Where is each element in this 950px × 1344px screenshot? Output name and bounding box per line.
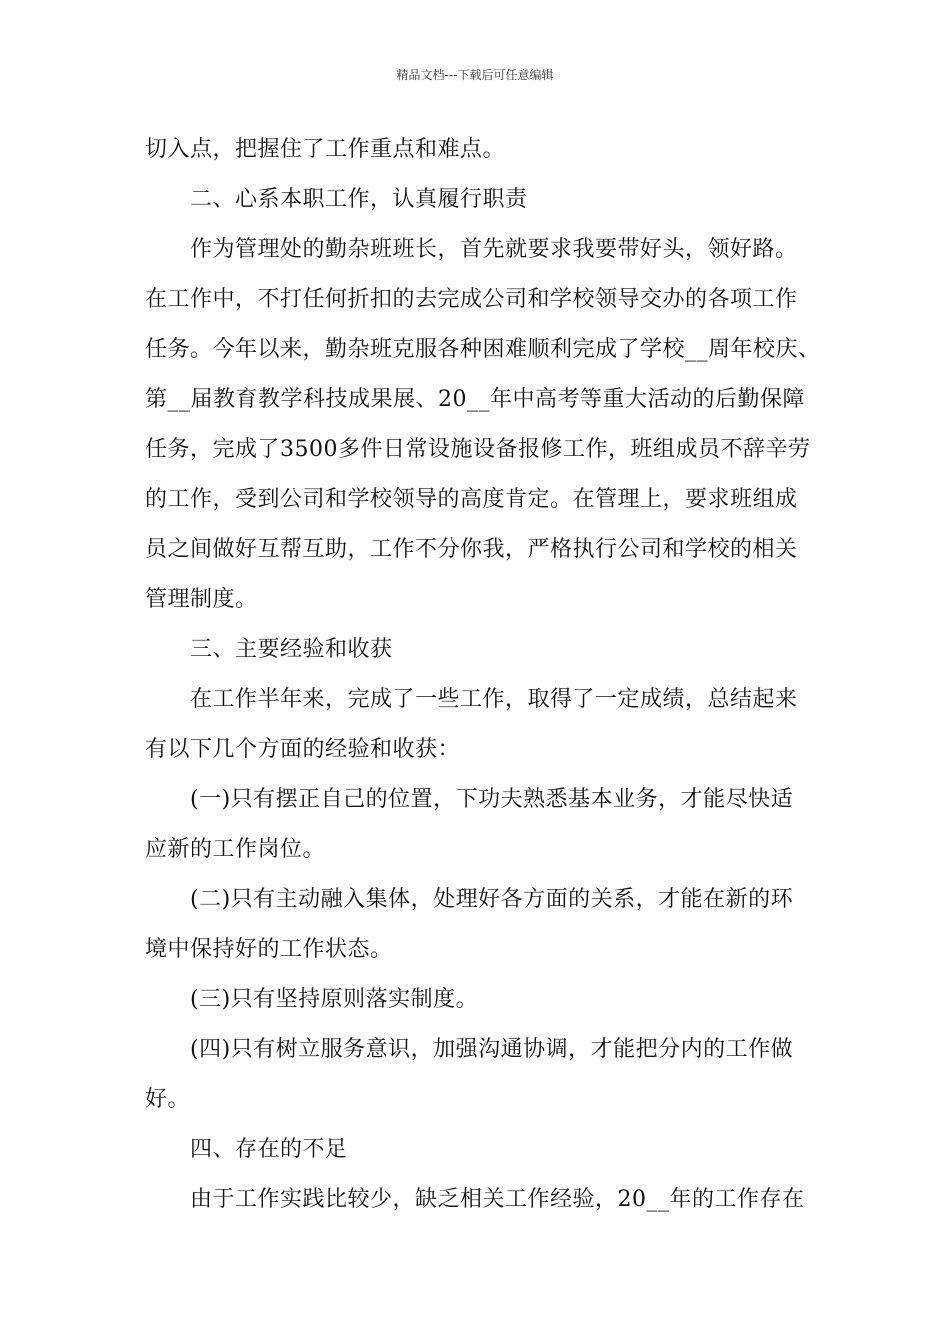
text-line: 第__届教育教学科技成果展、20__年中高考等重大活动的后勤保障 [145,387,805,412]
text-line: 境中保持好的工作状态。 [145,937,393,962]
list-item: (四)只有树立服务意识，加强沟通协调，才能把分内的工作做 [190,1037,794,1062]
text-line: 在工作中，不打任何折扣的去完成公司和学校领导交办的各项工作 [145,287,798,312]
text-line: 有以下几个方面的经验和收获： [145,737,461,762]
list-item: (二)只有主动融入集体，处理好各方面的关系，才能在新的环 [190,887,794,912]
text-line: 作为管理处的勤杂班班长，首先就要求我要带好头，领好路。 [190,237,798,262]
section-heading: 三、主要经验和收获 [190,637,393,662]
text-line: 由于工作实践比较少，缺乏相关工作经验，20__年的工作存在 [190,1187,805,1212]
text-line: 任务。今年以来，勤杂班克服各种困难顺利完成了学校__周年校庆、 [145,337,821,362]
text-line: 切入点，把握住了工作重点和难点。 [145,137,506,162]
text-line: 在工作半年来，完成了一些工作，取得了一定成绩，总结起来 [190,687,798,712]
text-line: 任务，完成了3500多件日常设施设备报修工作，班组成员不辞辛劳 [145,437,811,462]
list-item: (三)只有坚持原则落实制度。 [190,987,479,1012]
text-line: 管理制度。 [145,587,258,612]
text-line: 的工作，受到公司和学校领导的高度肯定。在管理上，要求班组成 [145,487,798,512]
section-heading: 四、存在的不足 [190,1137,348,1162]
text-line: 应新的工作岗位。 [145,837,326,862]
text-line: 好。 [145,1087,191,1112]
section-heading: 二、心系本职工作，认真履行职责 [190,187,528,212]
text-line: 员之间做好互帮互助，工作不分你我，严格执行公司和学校的相关 [145,537,798,562]
document-body [145,130,821,1230]
list-item: (一)只有摆正自己的位置，下功夫熟悉基本业务，才能尽快适 [190,787,794,812]
page-header: 精品文档---下载后可任意编辑 [396,68,554,82]
